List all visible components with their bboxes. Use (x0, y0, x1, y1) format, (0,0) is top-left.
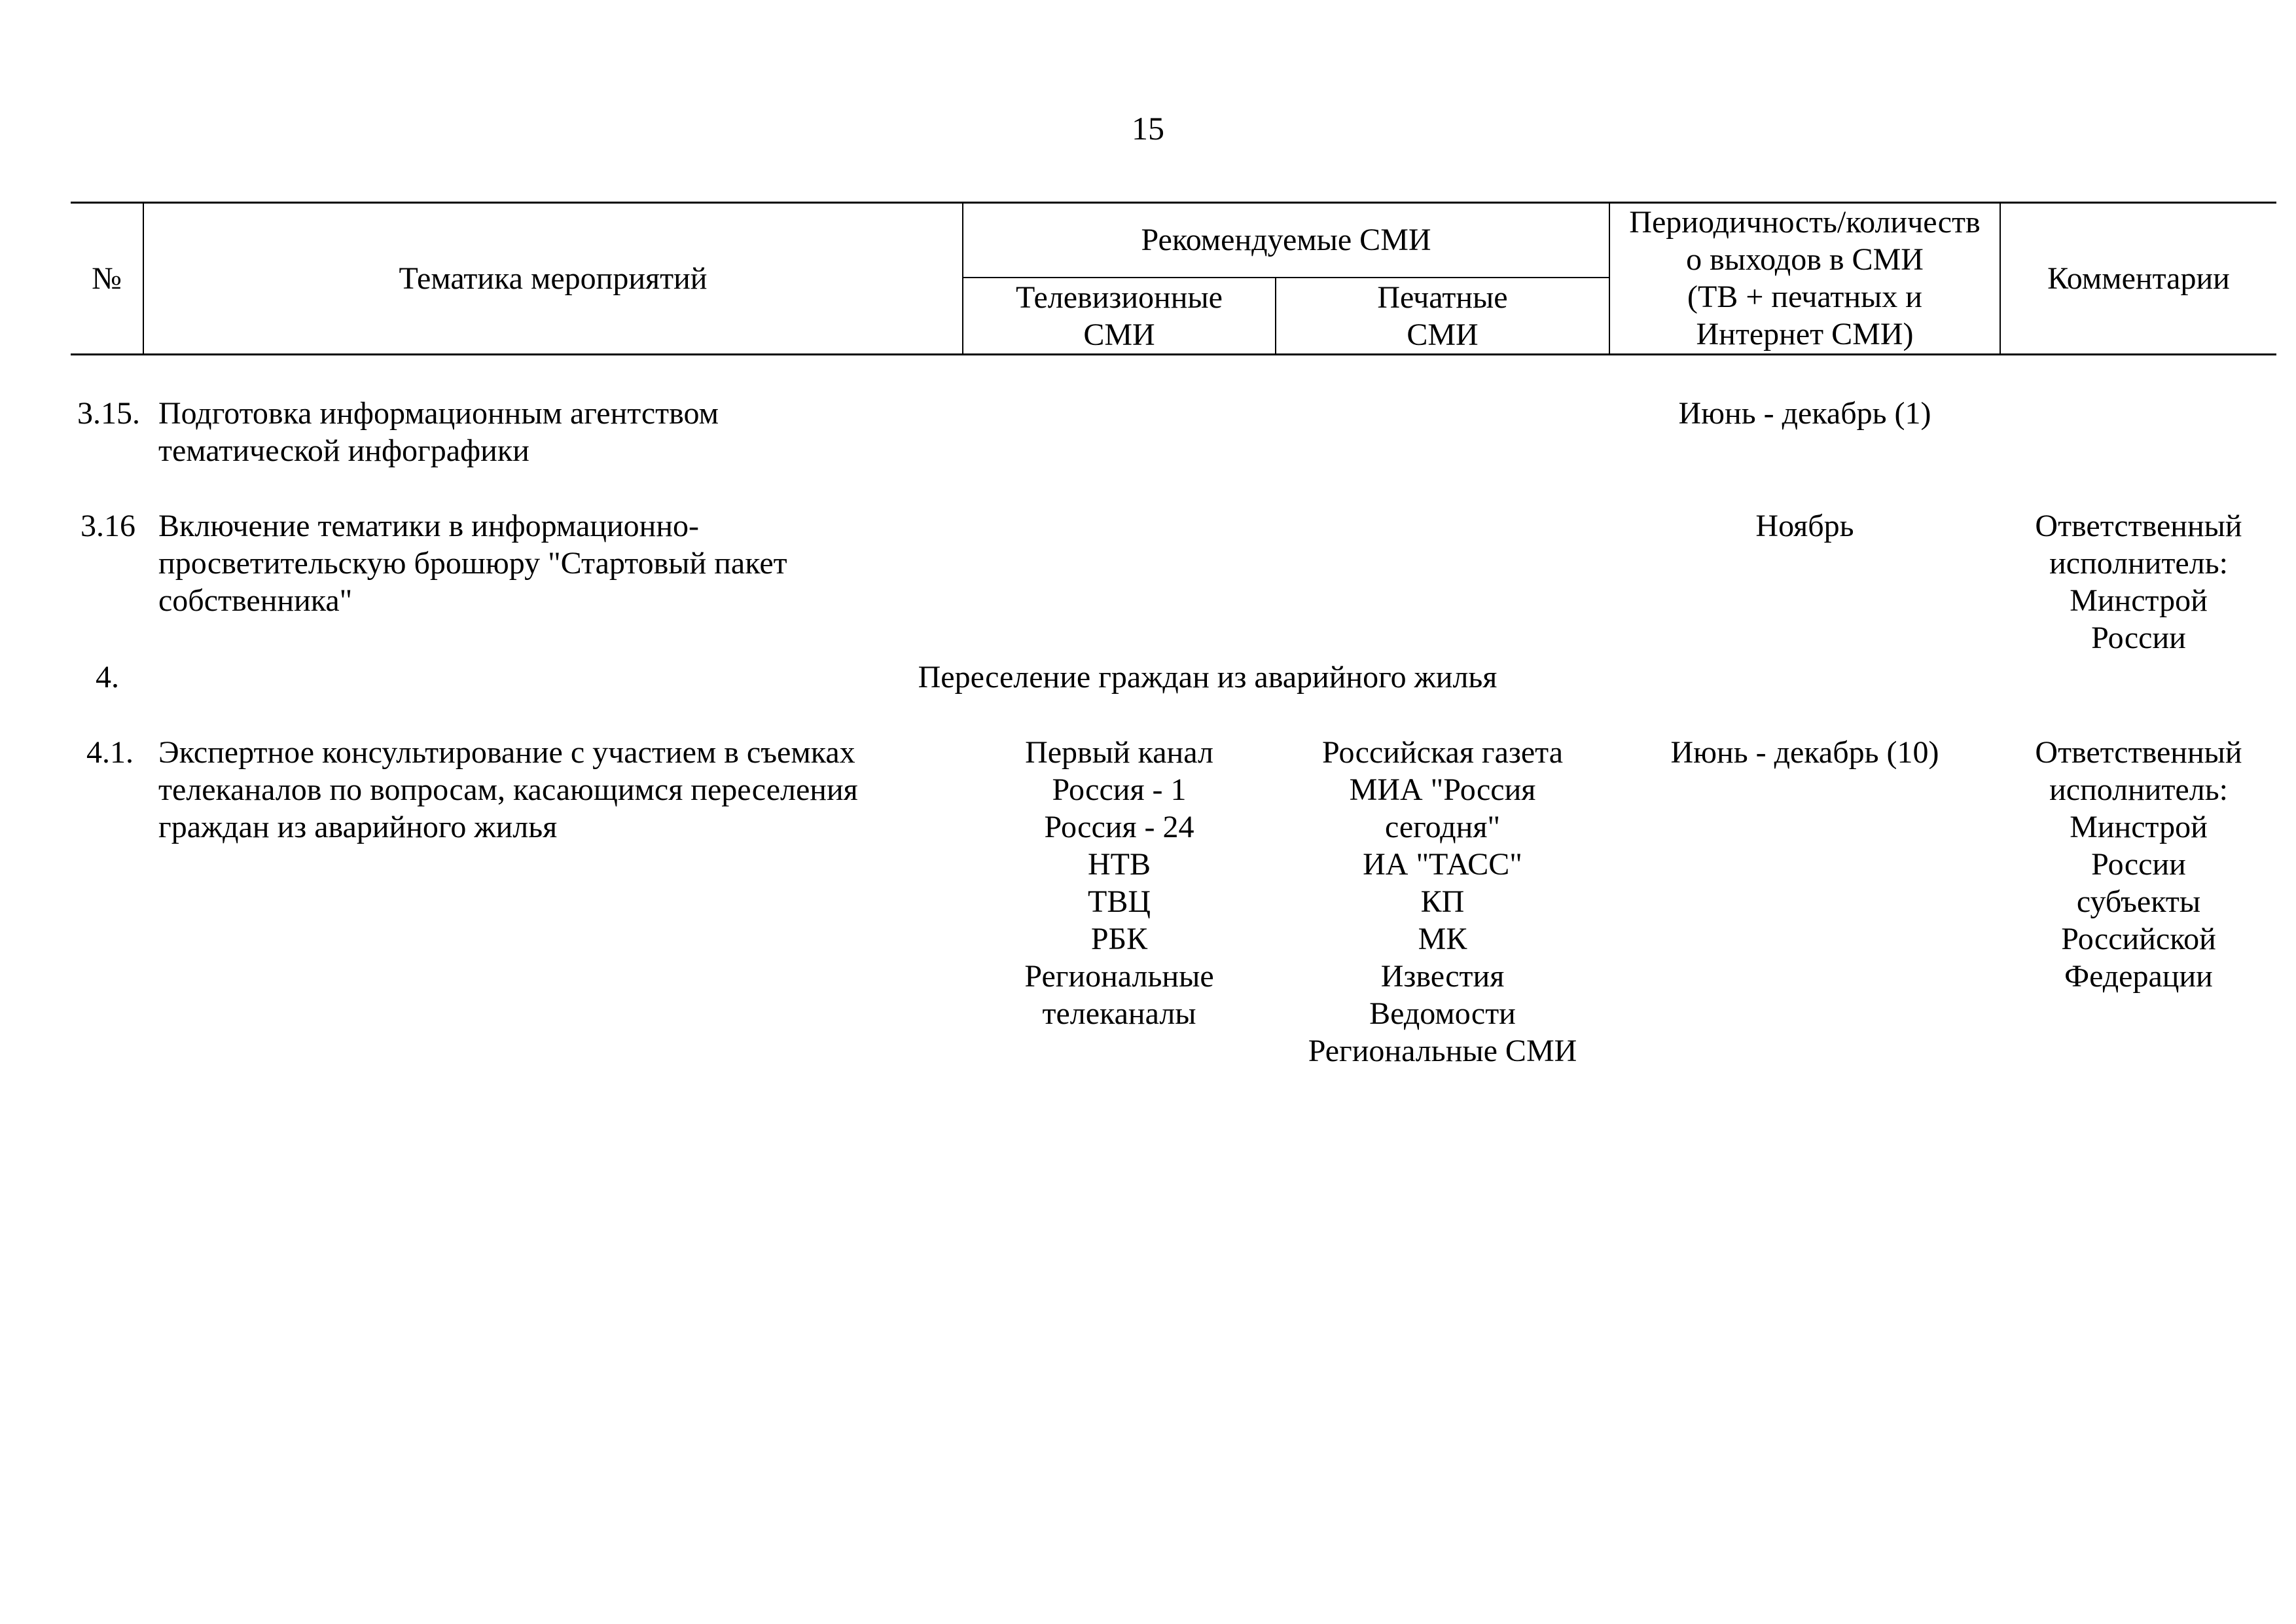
header-print-media-line: СМИ (1407, 317, 1479, 352)
header-print-media-line: Печатные (1377, 280, 1508, 315)
header-topic (144, 203, 962, 353)
row-number: 4.1. (86, 735, 134, 770)
header-recommended-media-label: Рекомендуемые СМИ (1141, 223, 1431, 257)
header-tv-media (963, 279, 1275, 353)
row-comment-line: Ответственный (2035, 509, 2242, 543)
tv-media-item: РБК (1090, 922, 1148, 956)
row-period: Июнь - декабрь (1) (1678, 396, 1931, 431)
row-topic-line: Включение тематики в информационно- (158, 509, 700, 543)
row-comment-line: субъекты (2076, 884, 2201, 919)
print-media-item: Региональные СМИ (1308, 1034, 1577, 1068)
row-period: Июнь - декабрь (10) (1670, 735, 1939, 770)
section-title: Переселение граждан из аварийного жилья (918, 660, 1498, 695)
header-comments-label: Комментарии (2047, 261, 2230, 296)
header-periodicity-line: о выходов в СМИ (1686, 242, 1924, 277)
row-comment (2001, 734, 2276, 995)
header-topic-label: Тематика мероприятий (399, 261, 708, 296)
row-comment (2001, 507, 2276, 657)
row-topic-line: граждан из аварийного жилья (158, 810, 558, 844)
tv-media-item: Региональные (1024, 959, 1214, 994)
row-comment-line: исполнитель: (2049, 772, 2228, 807)
header-periodicity (1610, 203, 2000, 353)
row-topic (158, 507, 957, 619)
header-number-label: № (92, 261, 122, 296)
row-topic-line: Подготовка информационным агентством (158, 396, 719, 431)
header-periodicity-line: (ТВ + печатных и (1687, 280, 1922, 314)
row-comment-line: Российской (2061, 922, 2216, 956)
row-topic (158, 734, 957, 846)
print-media-item: Российская газета (1321, 735, 1564, 770)
row-print-media (1276, 734, 1609, 1070)
row-comment-line: Минстрой (2070, 810, 2208, 844)
row-comment-line: России (2091, 847, 2186, 882)
row-comment-line: исполнитель: (2049, 546, 2228, 581)
header-recommended-media (963, 203, 1609, 277)
print-media-item: ИА "ТАСС" (1363, 847, 1522, 882)
row-topic-line: тематической инфографики (158, 433, 529, 468)
header-periodicity-line: Интернет СМИ) (1696, 317, 1914, 352)
header-print-media (1276, 279, 1609, 353)
print-media-item: Ведомости (1369, 996, 1516, 1031)
tv-media-item: Россия - 24 (1044, 810, 1194, 844)
row-tv-media (963, 734, 1275, 1032)
print-media-item: МИА "Россия (1349, 772, 1536, 807)
page-number: 15 (1132, 110, 1164, 147)
header-comments (2001, 203, 2276, 353)
row-topic (158, 395, 957, 469)
row-comment-line: Федерации (2064, 959, 2213, 994)
tv-media-item: НТВ (1088, 847, 1151, 882)
header-mid-rule (962, 277, 1609, 278)
row-comment-line: Минстрой (2070, 583, 2208, 618)
tv-media-item: Первый канал (1025, 735, 1213, 770)
tv-media-item: телеканалы (1042, 996, 1196, 1031)
row-period: Ноябрь (1755, 509, 1854, 543)
section-number: 4. (96, 660, 119, 695)
print-media-item: сегодня" (1384, 810, 1501, 844)
header-bottom-rule (71, 353, 2276, 355)
row-number: 3.15. (77, 396, 140, 431)
row-topic-line: телеканалов по вопросам, касающимся переселения (158, 772, 858, 807)
header-number (71, 203, 143, 353)
row-comment-line: Ответственный (2035, 735, 2242, 770)
row-comment-line: России (2091, 621, 2186, 655)
header-periodicity-line: Периодичность/количеств (1629, 205, 1981, 240)
row-topic-line: собственника" (158, 583, 353, 618)
header-tv-media-line: СМИ (1083, 317, 1155, 352)
header-tv-media-line: Телевизионные (1016, 280, 1223, 315)
row-topic-line: просветительскую брошюру "Стартовый пакет (158, 546, 787, 581)
print-media-item: КП (1420, 884, 1465, 919)
print-media-item: Известия (1380, 959, 1505, 994)
tv-media-item: ТВЦ (1088, 884, 1151, 919)
row-topic-line: Экспертное консультирование с участием в съемках (158, 735, 855, 770)
row-number: 3.16 (81, 509, 135, 543)
print-media-item: МК (1418, 922, 1467, 956)
tv-media-item: Россия - 1 (1052, 772, 1187, 807)
